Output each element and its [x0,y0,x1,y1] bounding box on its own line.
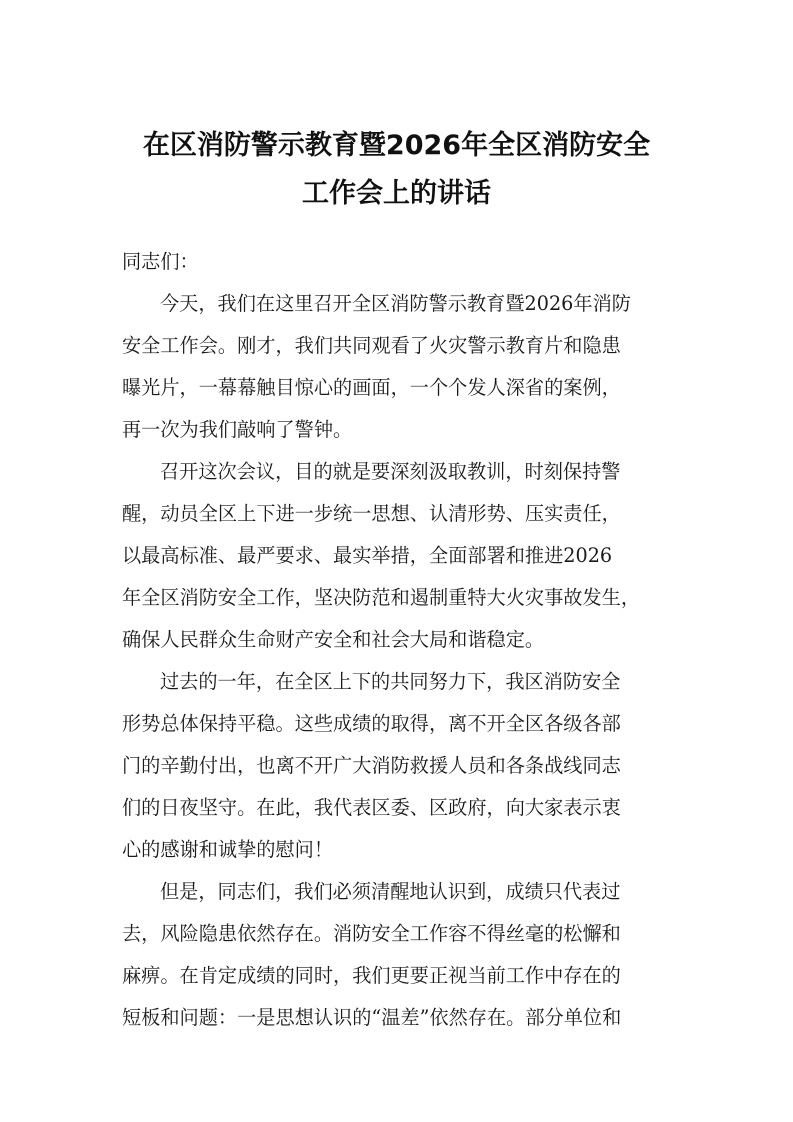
body-line: 门的辛勤付出，也离不开广大消防救援人员和各条战线同志 [122,754,621,777]
body-line: 年全区消防安全工作，坚决防范和遏制重特大火灾事故发生， [122,586,641,609]
body-line: 心的感谢和诚挚的慰问！ [122,838,334,861]
body-line: 们的日夜坚守。在此，我代表区委、区政府，向大家表示衷 [122,796,621,819]
body-line: 安全工作会。刚才，我们共同观看了火灾警示教育片和隐患 [122,334,621,357]
document-title-line-2: 工作会上的讲话 [302,178,491,209]
body-line: 曝光片，一幕幕触目惊心的画面，一个个发人深省的案例， [122,376,621,399]
document-title-line-1: 在区消防警示教育暨2026年全区消防安全 [142,130,651,161]
body-line: 短板和问题：一是思想认识的“温差”依然存在。部分单位和 [122,1006,622,1029]
body-line: 麻痹。在肯定成绩的同时，我们更要正视当前工作中存在的 [122,964,621,987]
document-body [122,241,687,1039]
body-line: 以最高标准、最严要求、最实举措，全面部署和推进2026 [122,544,613,567]
body-line: 确保人民群众生命财产安全和社会大局和谐稳定。 [122,628,545,651]
body-line: 再一次为我们敲响了警钟。 [122,418,353,441]
body-line: 醒，动员全区上下进一步统一思想、认清形势、压实责任， [122,502,621,525]
body-line: 但是，同志们，我们必须清醒地认识到，成绩只代表过 [160,880,621,903]
body-line: 今天，我们在这里召开全区消防警示教育暨2026年消防 [160,292,631,315]
body-line: 去，风险隐患依然存在。消防安全工作容不得丝毫的松懈和 [122,922,621,945]
body-line: 过去的一年，在全区上下的共同努力下，我区消防安全 [160,670,621,693]
body-line: 同志们： [122,250,199,273]
body-line: 召开这次会议，目的就是要深刻汲取教训，时刻保持警 [160,460,621,483]
body-line: 形势总体保持平稳。这些成绩的取得，离不开全区各级各部 [122,712,621,735]
